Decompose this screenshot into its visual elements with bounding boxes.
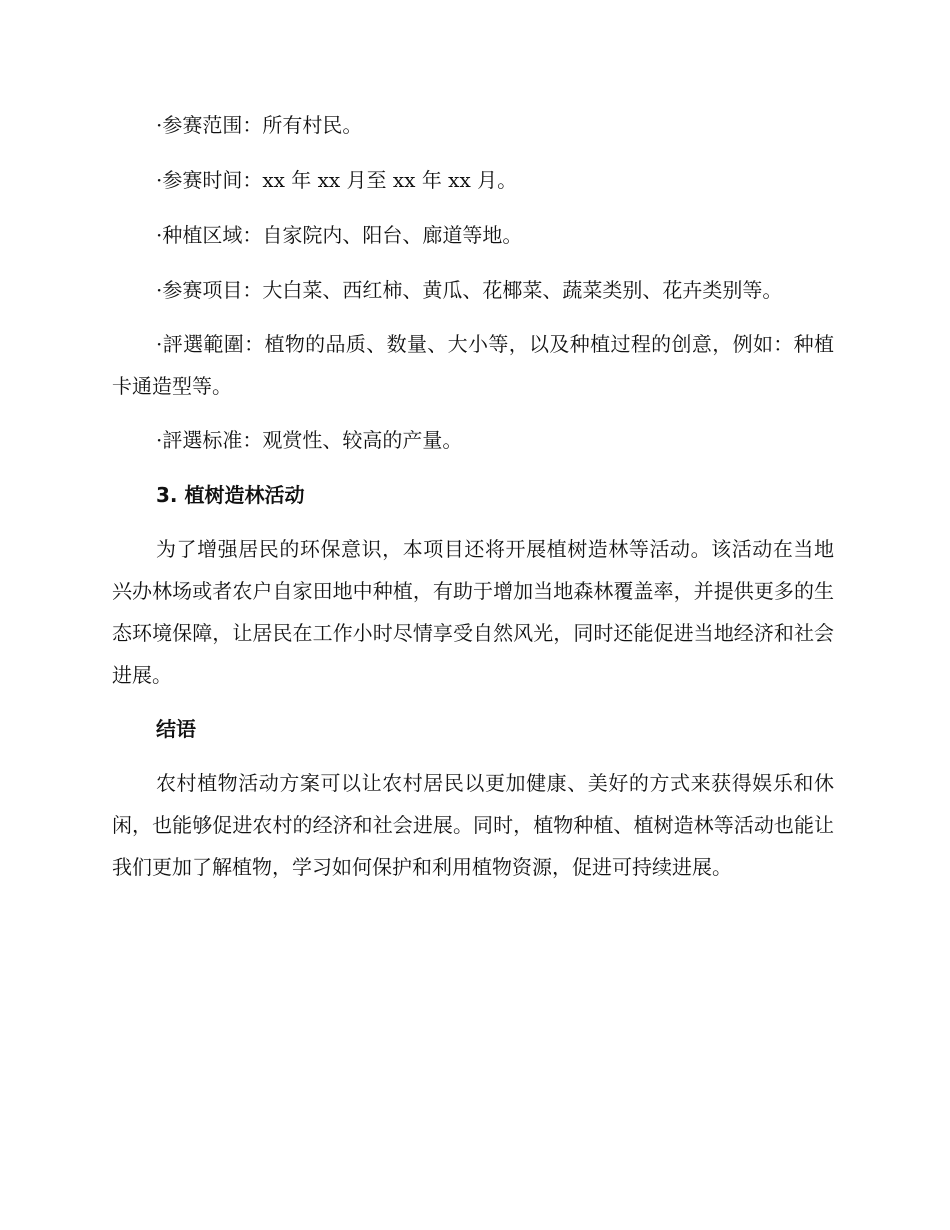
section-body-afforestation: 为了增强居民的环保意识，本项目还将开展植树造林等活动。该活动在当地兴办林场或者农户自家田地中种植，有助于增加当地森林覆盖率，并提供更多的生态环境保障，让居民在工作小时尽情享受自然风光，同时还能促进当地经济和社会进展。 — [112, 537, 834, 687]
bullet-area: ·种植区域：自家院内、阳台、廊道等地。 — [156, 223, 523, 247]
section-heading-afforestation: 3. 植树造林活动 — [156, 483, 305, 507]
section-heading-conclusion: 结语 — [156, 717, 196, 741]
bullet-items: ·参赛项目：大白菜、西红柿、黄瓜、花椰菜、蔬菜类别、花卉类别等。 — [156, 278, 783, 302]
bullet-time: ·参赛时间：xx 年 xx 月至 xx 年 xx 月。 — [156, 168, 518, 192]
bullet-scope: ·参赛范围：所有村民。 — [156, 113, 363, 137]
document-page — [112, 104, 834, 900]
bullet-judging-scope: ·評選範圍：植物的品质、数量、大小等，以及种植过程的创意，例如：种植卡通造型等。 — [112, 332, 834, 398]
section-body-conclusion: 农村植物活动方案可以让农村居民以更加健康、美好的方式来获得娱乐和休闲，也能够促进农村的经济和社会进展。同时，植物种植、植树造林等活动也能让我们更加了解植物，学习如何保护和利用植物资源，促进可持续进展。 — [112, 771, 834, 879]
bullet-judging-criteria: ·評選标准：观赏性、较高的产量。 — [156, 428, 463, 452]
